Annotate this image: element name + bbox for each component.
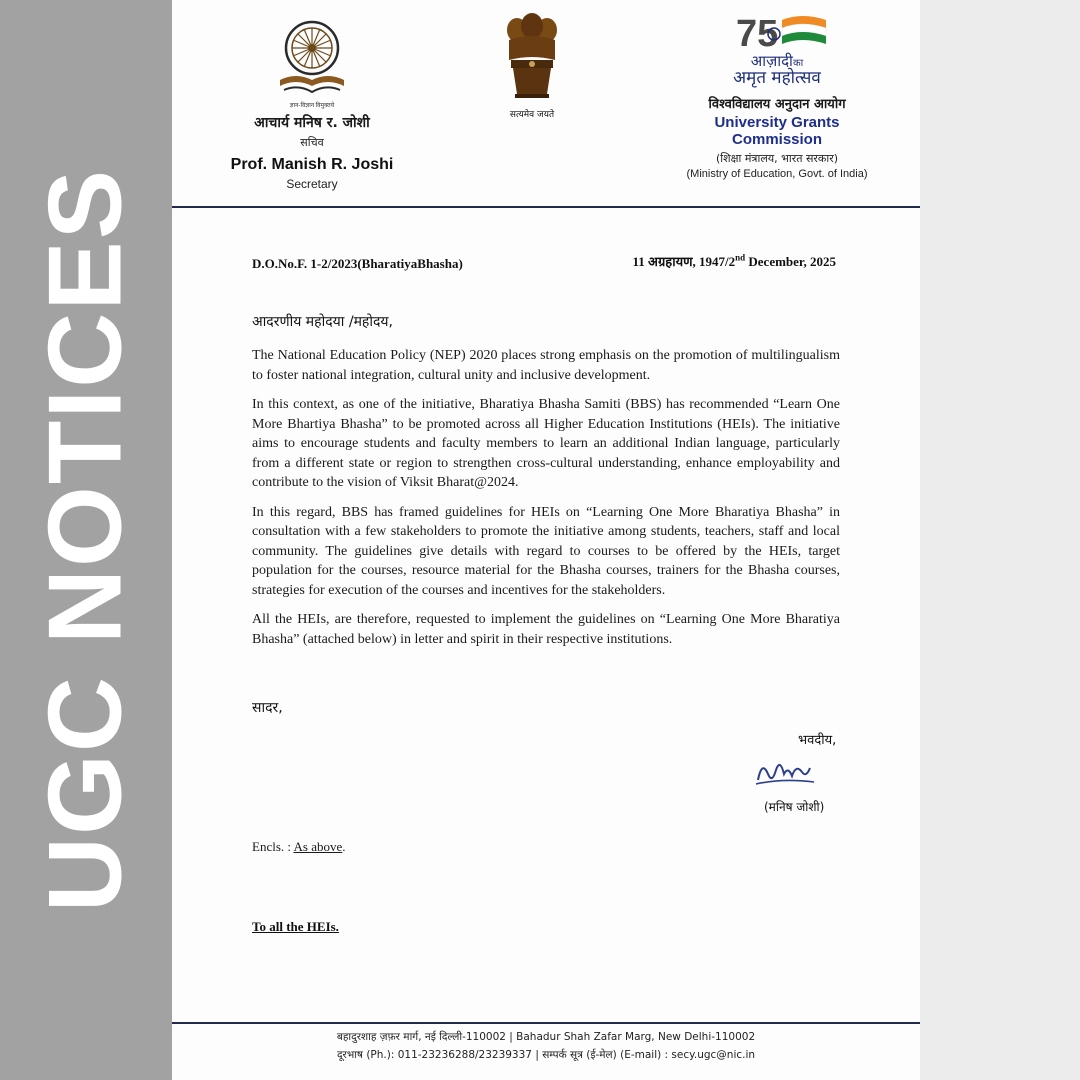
secretary-block (192, 14, 432, 191)
azadi-tagline-line2: अमृत महोत्सव (733, 67, 821, 88)
org-name-english: University Grants Commission (714, 113, 840, 148)
emblem-motto: सत्यमेव जयते (509, 110, 555, 120)
reference-number: D.O.No.F. 1-2/2023(BharatiyaBhasha) (252, 256, 463, 271)
recipients: To all the HEIs. (252, 919, 339, 934)
ugc-logo-icon (270, 14, 354, 100)
signatory-name: (मनिष जोशी) (764, 800, 825, 814)
closing: सादर, (252, 700, 283, 716)
ugc-motto: ज्ञान-विज्ञान विमुक्तये (289, 103, 335, 109)
signature-icon (752, 752, 822, 792)
paragraph: The National Education Policy (NEP) 2020 places strong emphasis on the promotion of multilingualism to foster national integration, cultural unity and inclusive development. (252, 348, 840, 383)
letter-body (252, 346, 840, 659)
national-emblem-icon (501, 10, 563, 102)
footer-address: बहादुरशाह ज़फ़र मार्ग, नई दिल्ली-110002 | Bahadur Shah Zafar Marg, New Delhi-110002 (336, 1031, 756, 1043)
national-emblem-block (492, 10, 572, 120)
secretary-name-english: Prof. Manish R. Joshi (230, 156, 394, 173)
secretary-designation-hindi: सचिव (300, 136, 324, 149)
header-divider (172, 206, 920, 208)
paragraph: In this regard, BBS has framed guidelines for HEIs on “Learning One More Bharatiya Bhasha” in consultation with a few stakeholders to promote the initiative among students, teachers, staff and local community. The guidelines give details with regard to courses to be offered by the HEIs, target population for the courses, resource material for the Bhasha courses, trainers for the Bhasha courses, strategies for execution of the courses and incentives for the stakeholders. (252, 504, 840, 598)
letter-sheet (172, 0, 920, 1080)
azadi-75-logo-icon (722, 10, 832, 54)
secretary-designation-english: Secretary (286, 177, 338, 191)
footer-divider (172, 1022, 920, 1024)
letter-date: 11 अग्रहायण, 1947/2nd December, 2025 (632, 252, 836, 269)
side-banner (0, 0, 172, 1080)
paragraph: All the HEIs, are therefore, requested to implement the guidelines on “Learning One More Bharatiya Bhasha” (attached below) in letter and spirit in their respective institutions. (252, 612, 840, 647)
enclosures: Encls. : As above. (252, 839, 346, 854)
footer-contact: दूरभाष (Ph.): 011-23236288/23239337 | सम्पर्क सूत्र (ई-मेल) (E-mail) : secy.ugc@nic.in (336, 1049, 756, 1061)
ugc-org-block (672, 10, 882, 180)
badge-number: 75 (736, 13, 779, 54)
salutation: आदरणीय महोदया /महोदय, (252, 314, 394, 330)
ministry-hindi: (शिक्षा मंत्रालय, भारत सरकार) (715, 151, 839, 165)
ministry-english: (Ministry of Education, Govt. of India) (686, 167, 868, 180)
org-name-hindi: विश्वविद्यालय अनुदान आयोग (708, 96, 846, 112)
azadi-tagline-line1: आज़ादीका (750, 52, 804, 70)
paragraph: In this context, as one of the initiative, Bharatiya Bhasha Samiti (BBS) has recommended “Learn One More Bhartiya Bhasha” to be promoted across all Higher Education Institutions (HEIs). The initiative aims to encourage students and faculty members to learn an additional Indian language, particularly from a different state or region to strengthen cross-cultural understanding, enhance employability and contribute to the vision of Viksit Bharat@2024. (252, 397, 840, 490)
side-banner-title: UGC NOTICES (27, 167, 144, 913)
yours-faithfully: भवदीय, (798, 733, 837, 748)
secretary-name-hindi: आचार्य मनिष र. जोशी (254, 115, 370, 131)
right-margin (920, 0, 1080, 1080)
